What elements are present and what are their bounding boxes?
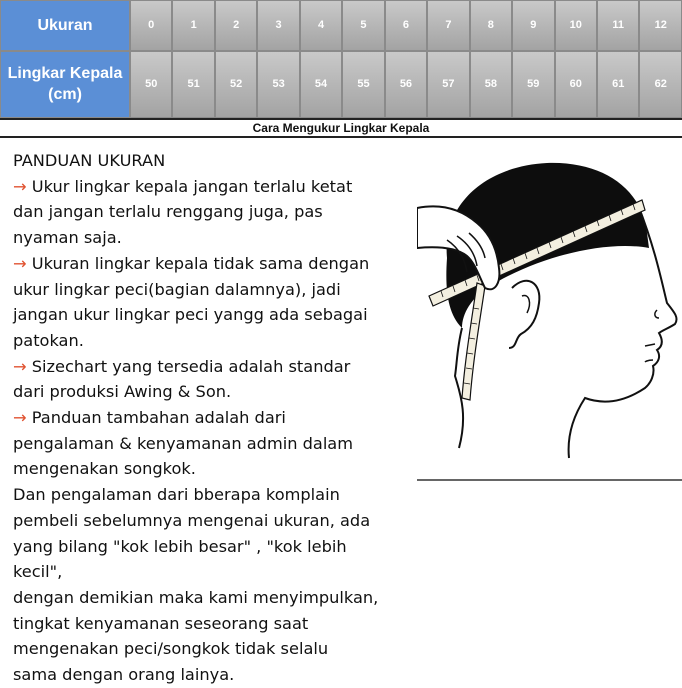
- guide-line: sama dengan orang lainya.: [13, 665, 235, 685]
- circumference-row-header: [0, 51, 130, 118]
- circumference-cell: 50: [130, 51, 172, 118]
- guide-line: → Ukuran lingkar kepala tidak sama dengan: [13, 253, 370, 273]
- guide-title: PANDUAN UKURAN: [13, 151, 166, 170]
- guide-line: dengan demikian maka kami menyimpulkan,: [13, 587, 379, 607]
- circumference-cell: 54: [300, 51, 342, 118]
- circumference-cell: 58: [470, 51, 512, 118]
- size-cell: 9: [512, 0, 554, 51]
- size-cell: 5: [342, 0, 384, 51]
- size-row: [0, 0, 682, 51]
- circumference-unit: (cm): [48, 86, 82, 104]
- guide-line: → Ukur lingkar kepala jangan terlalu ketat: [13, 176, 353, 196]
- size-cell: 0: [130, 0, 172, 51]
- size-cell: 8: [470, 0, 512, 51]
- circumference-cell: 56: [385, 51, 427, 118]
- circumference-label: Lingkar Kepala: [7, 64, 123, 82]
- size-cell: 1: [172, 0, 214, 51]
- neck-outline: [455, 328, 463, 448]
- arrow-icon: →: [13, 356, 27, 376]
- circumference-cell: 59: [512, 51, 554, 118]
- arrow-icon: →: [13, 408, 27, 428]
- guide-line: dan jangan terlalu renggang juga, pas: [13, 202, 323, 222]
- guide-line: pembeli sebelumnya mengenai ukuran, ada: [13, 510, 371, 530]
- guide-line: dari produksi Awing & Son.: [13, 382, 232, 402]
- size-cell: 2: [215, 0, 257, 51]
- guide-line: tingkat kenyamanan seseorang saat: [13, 613, 309, 633]
- guide-line: pengalaman & kenyamanan admin dalam: [13, 433, 354, 453]
- guide-line: nyaman saja.: [13, 228, 122, 248]
- arrow-icon: →: [13, 253, 27, 273]
- size-chart-table: [0, 0, 682, 118]
- size-cell: 12: [639, 0, 682, 51]
- arrow-icon: →: [13, 176, 27, 196]
- size-cell: 3: [257, 0, 299, 51]
- circumference-row: [0, 51, 682, 118]
- size-cell: 7: [427, 0, 469, 51]
- circumference-cell: 62: [639, 51, 682, 118]
- size-row-header: Ukuran: [0, 0, 130, 51]
- circumference-cell: 51: [172, 51, 214, 118]
- measuring-caption: Cara Mengukur Lingkar Kepala: [0, 118, 682, 138]
- size-guide-text: [13, 148, 413, 688]
- guide-line: → Sizechart yang tersedia adalah standar: [13, 356, 351, 376]
- circumference-cell: 52: [215, 51, 257, 118]
- size-cell: 10: [555, 0, 597, 51]
- guide-line: ukur lingkar peci(bagian dalamnya), jadi: [13, 279, 341, 299]
- size-cell: 11: [597, 0, 639, 51]
- size-cell: 4: [300, 0, 342, 51]
- guide-line: patokan.: [13, 330, 84, 350]
- guide-line: Dan pengalaman dari bberapa komplain: [13, 485, 340, 505]
- circumference-cell: 55: [342, 51, 384, 118]
- ear: [509, 281, 539, 348]
- guide-line: → Panduan tambahan adalah dari: [13, 408, 286, 428]
- guide-line: mengenakan peci/songkok tidak selalu: [13, 639, 329, 659]
- guide-line: kecil",: [13, 562, 63, 582]
- circumference-cell: 60: [555, 51, 597, 118]
- circumference-cell: 53: [257, 51, 299, 118]
- size-cell: 6: [385, 0, 427, 51]
- head-measurement-illustration: [417, 148, 682, 488]
- guide-line: jangan ukur lingkar peci yangg ada sebagai: [13, 305, 368, 325]
- circumference-cell: 61: [597, 51, 639, 118]
- guide-line: mengenakan songkok.: [13, 459, 196, 479]
- circumference-cell: 57: [427, 51, 469, 118]
- guide-line: yang bilang "kok lebih besar" , "kok lebih: [13, 536, 347, 556]
